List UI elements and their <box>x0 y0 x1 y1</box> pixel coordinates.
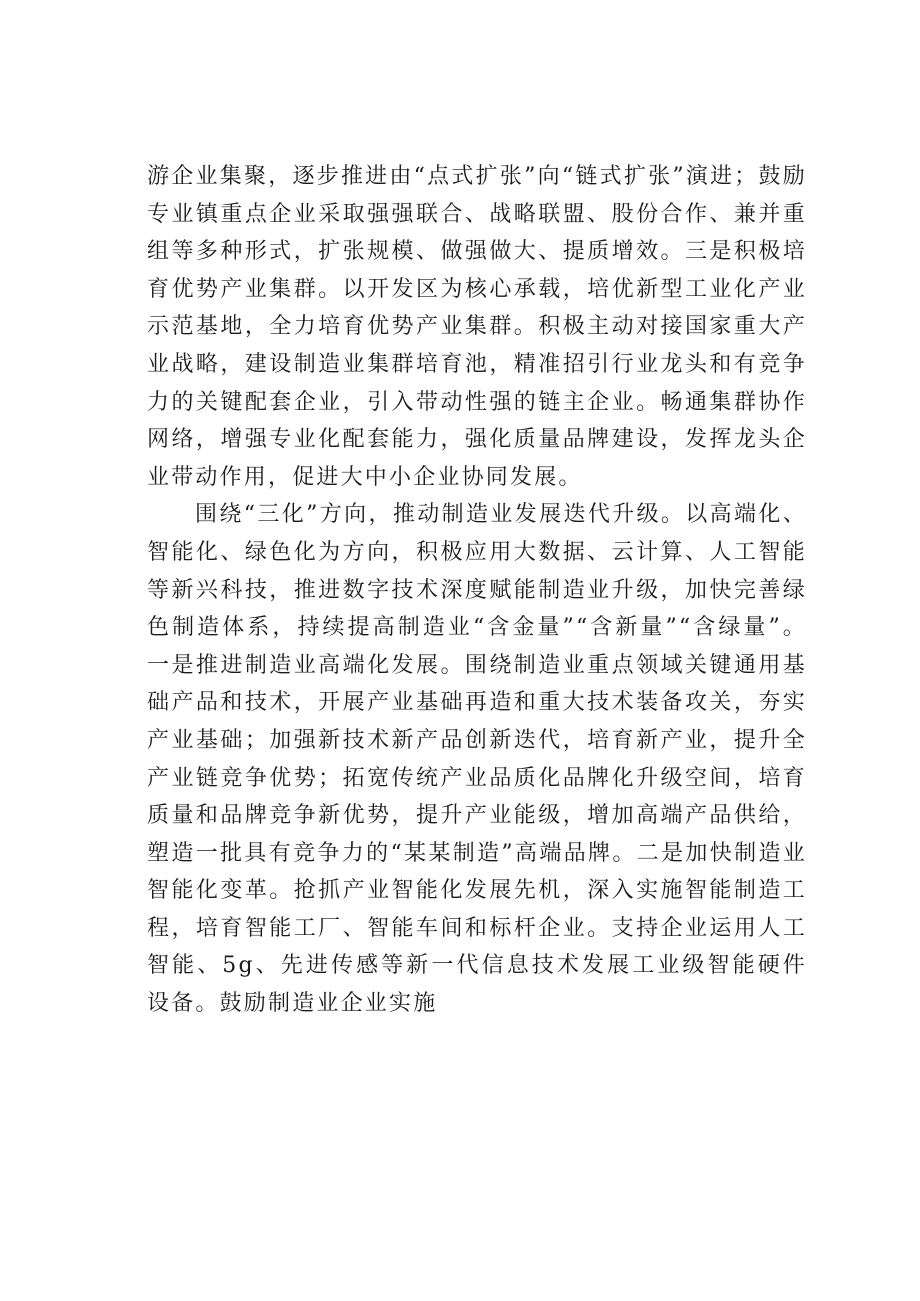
paragraph-2: 围绕“三化”方向，推动制造业发展迭代升级。以高端化、智能化、绿色化为方向，积极应用大数据、云计算、人工智能等新兴科技，推进数字技术深度赋能制造业升级，加快完善绿色制造体系，持续提高制造业“含金量”“含新量”“含绿量”。一是推进制造业高端化发展。围绕制造业重点领域关键通用基础产品和技术，开展产业基础再造和重大技术装备攻关，夯实产业基础；加强新技术新产品创新迭代，培育新产业，提升全产业链竞争优势；拓宽传统产业品质化品牌化升级空间，培育质量和品牌竞争新优势，提升产业能级，增加高端产品供给，塑造一批具有竞争力的“某某制造”高端品牌。二是加快制造业智能化变革。抢抓产业智能化发展先机，深入实施智能制造工程，培育智能工厂、智能车间和标杆企业。支持企业运用人工智能、5g、先进传感等新一代信息技术发展工业级智能硬件设备。鼓励制造业企业实施 <box>147 502 807 1017</box>
document-body <box>147 158 807 1023</box>
paragraph-1: 游企业集聚，逐步推进由“点式扩张”向“链式扩张”演进；鼓励专业镇重点企业采取强强联合、战略联盟、股份合作、兼并重组等多种形式，扩张规模、做强做大、提质增效。三是积极培育优势产业集群。以开发区为核心承载，培优新型工业化产业示范基地，全力培育优势产业集群。积极主动对接国家重大产业战略，建设制造业集群培育池，精准招引行业龙头和有竞争力的关键配套企业，引入带动性强的链主企业。畅通集群协作网络，增强专业化配套能力，强化质量品牌建设，发挥龙头企业带动作用，促进大中小企业协同发展。 <box>147 164 807 490</box>
